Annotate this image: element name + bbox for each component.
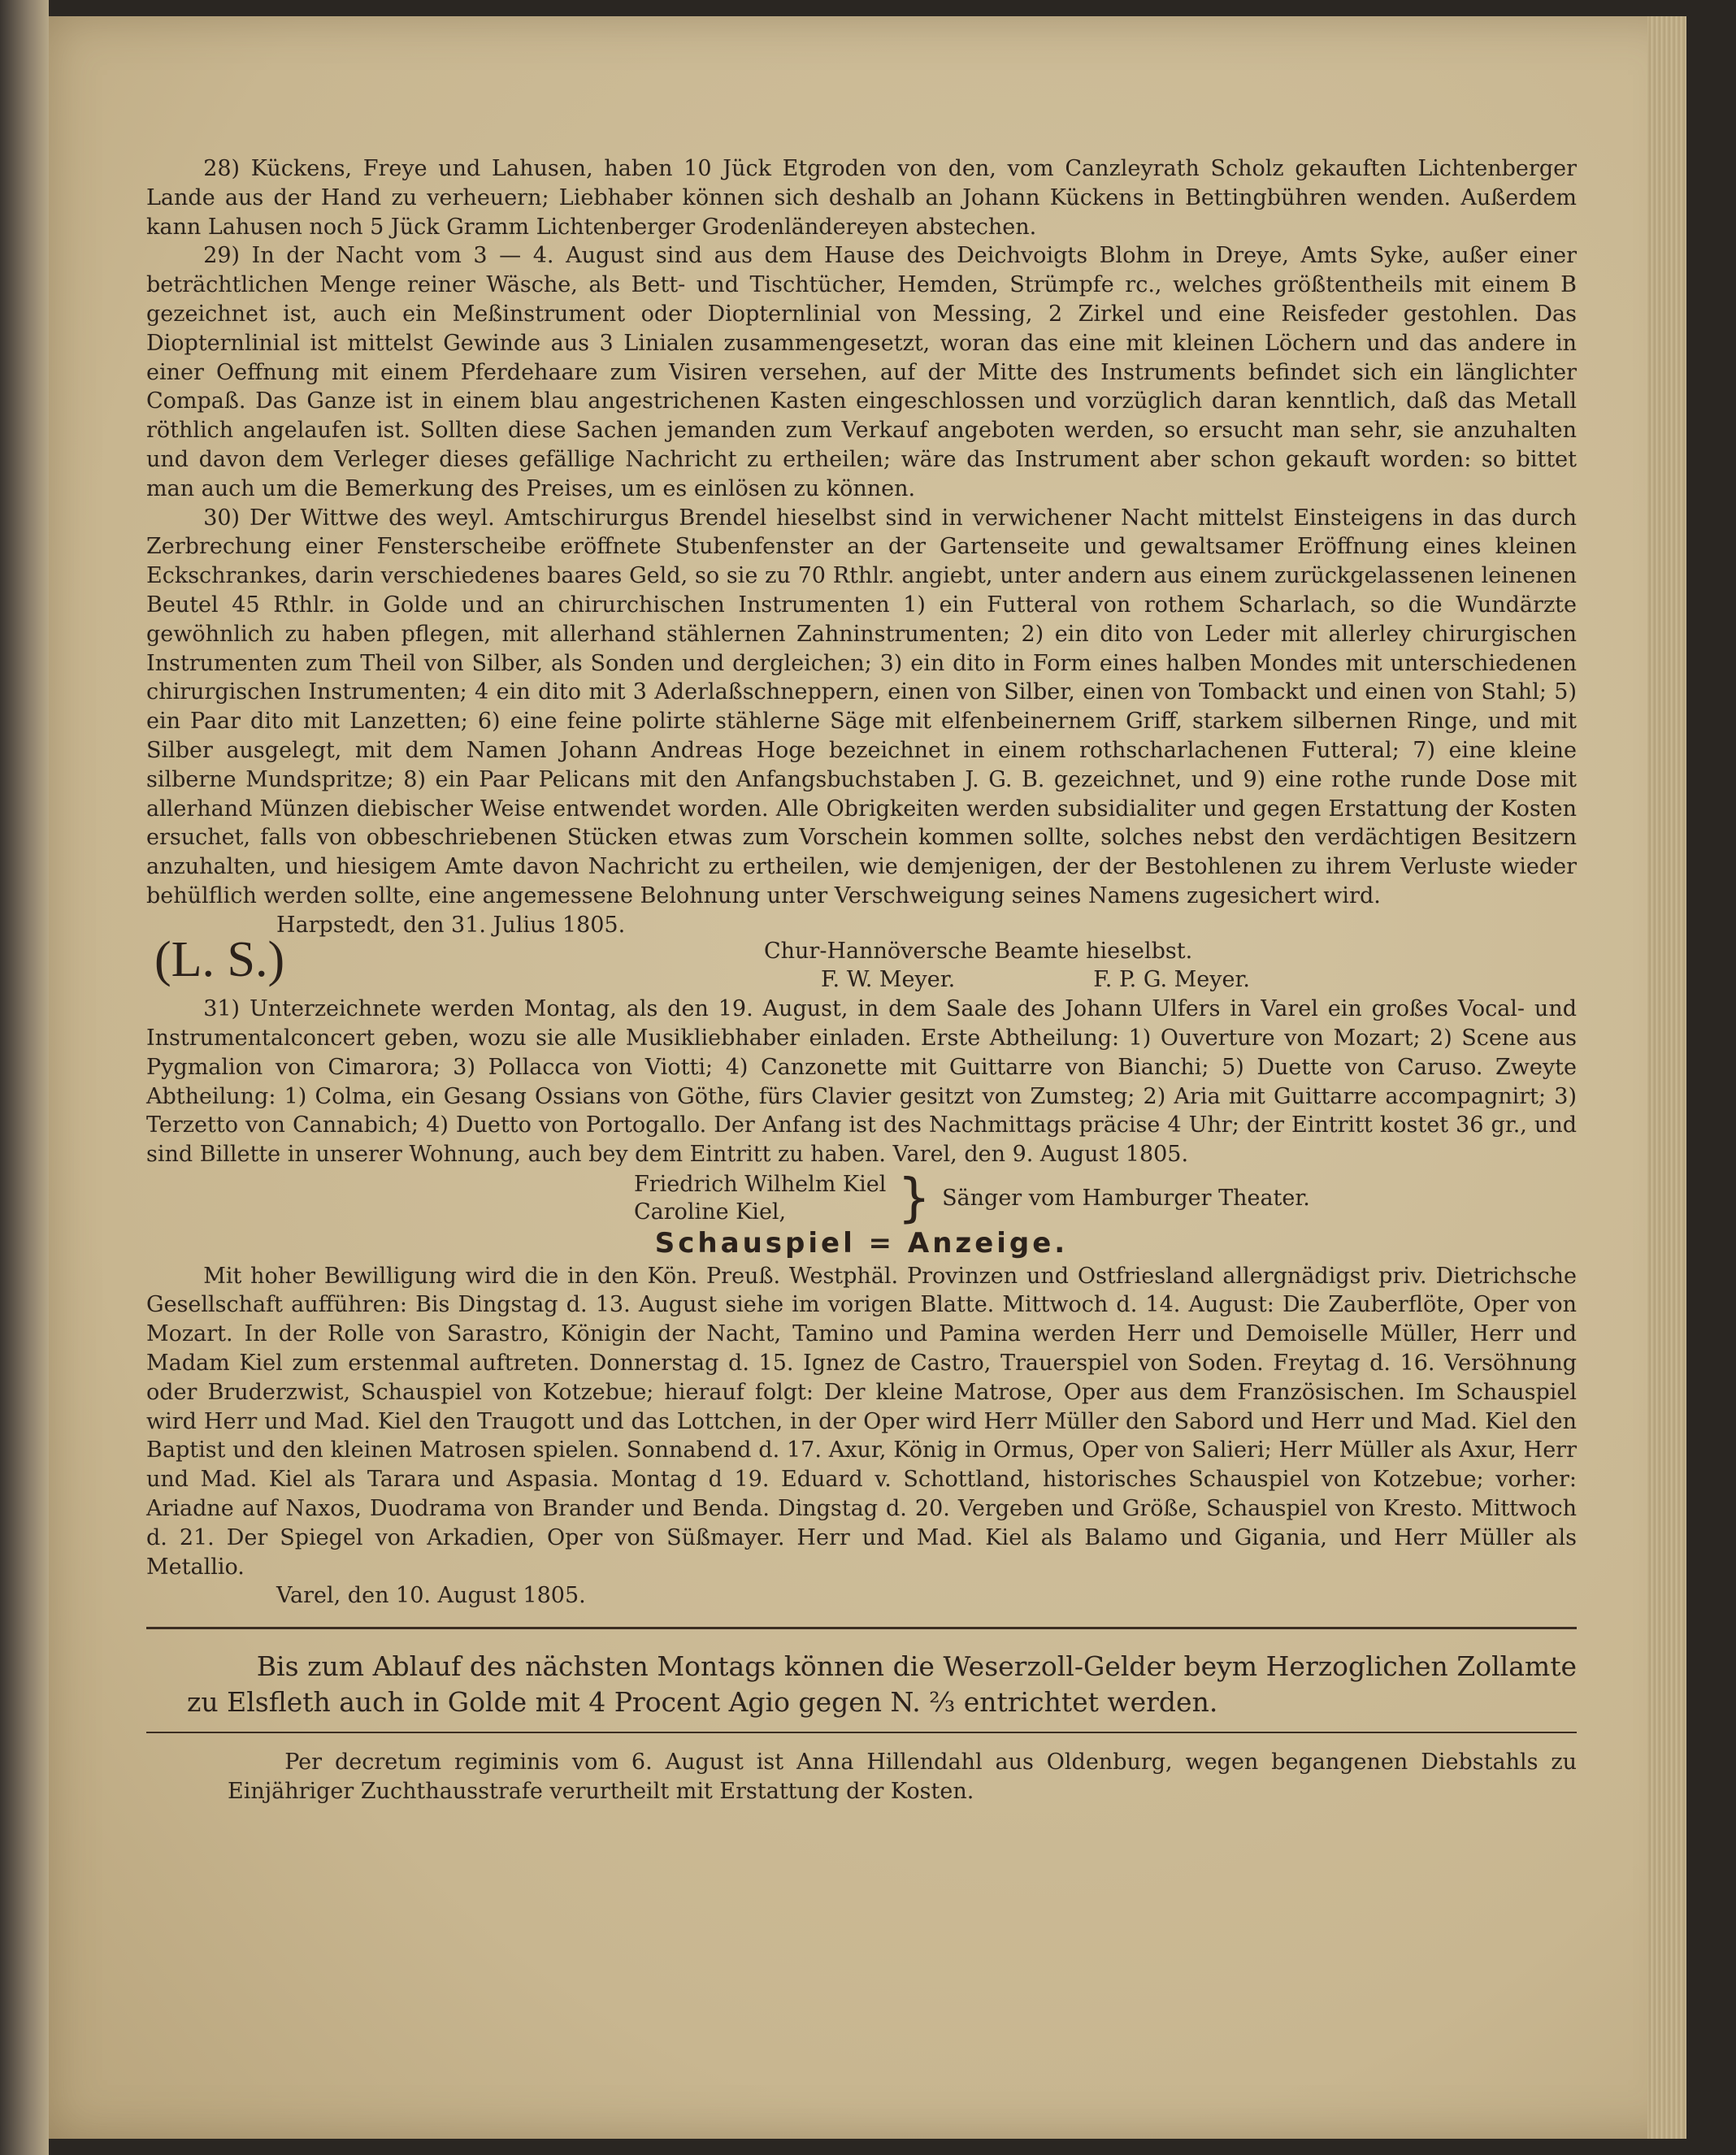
singers-block	[146, 1168, 1577, 1229]
singer-list	[634, 1171, 886, 1226]
singer-1: Friedrich Wilhelm Kiel	[634, 1171, 887, 1197]
place-date-harpstedt: Harpstedt, den 31. Julius 1805.	[276, 912, 626, 938]
schauspiel-heading: Schauspiel = Anzeige.	[654, 1226, 1069, 1260]
singers-role: Sänger vom Hamburger Theater.	[942, 1185, 1310, 1211]
signer-2: F. P. G. Meyer.	[1093, 967, 1250, 993]
authority-line: Chur-Hannöversche Beamte hieselbst.	[764, 938, 1193, 964]
place-date-varel: Varel, den 10. August 1805.	[276, 1583, 586, 1609]
brace-glyph: }	[897, 1168, 931, 1229]
facing-page-edge	[0, 0, 49, 2155]
signer-1: F. W. Meyer.	[821, 967, 956, 993]
page-text	[146, 154, 1577, 1806]
paragraph-30: 30) Der Wittwe des weyl. Amtschirurgus Brendel hieselbst sind in verwichener Nacht mittelst Einsteigens in das durch Zerbrechung einer Fensterscheibe eröffnete Stubenfenster an der Gartenseite und gewaltsamer Eröffnung eines kleinen Eckschrankes, darin verschiedenes baares Geld, so sie zu 70 Rthlr. angiebt, unter andern aus einem zurückgelassenen leinenen Beutel 45 Rthlr. in Golde und an chirurchischen Instrumenten 1) ein Futteral von rothem Scharlach, so die Wundärzte gewöhnlich zu haben pflegen, mit allerhand stählernen Zahninstrumenten; 2) ein dito von Leder mit allerley chirurgischen Instrumenten zum Theil von Silber, als Sonden und dergleichen; 3) ein dito in Form eines halben Mondes mit unterschiedenen chirurgischen Instrumenten; 4 ein dito mit 3 Aderlaßschneppern, einen von Silber, einen von Tombackt und einen von Stahl; 5) ein Paar dito mit Lanzetten; 6) eine feine polirte stählerne Säge mit elfenbeinernem Griff, starkem silbernen Ringe, und mit Silber ausgelegt, mit dem Namen Johann Andreas Hoge bezeichnet in einem rothscharlachenen Futteral; 7) eine kleine silberne Mundspritze; 8) ein Paar Pelicans mit den Anfangsbuchstaben J. G. B. gezeichnet, und 9) eine rothe runde Dose mit allerhand Münzen diebischer Weise entwendet worden. Alle Obrigkeiten werden subsidialiter und gegen Erstattung der Kosten ersuchet, falls von obbeschriebenen Stücken etwas zum Vorschein kommen sollte, solches nebst den verdächtigen Besitzern anzuhalten, und hiesigem Amte davon Nachricht zu ertheilen, wie demjenigen, der der Bestohlenen zu ihrem Verluste wieder behülflich werden sollte, eine angemessene Belohnung unter Verschweigung seines Namens zugesichert wird.	[146, 505, 1577, 908]
divider-rule-thin	[146, 1732, 1577, 1733]
paragraph-schauspiel: Mit hoher Bewilligung wird die in den Kön. Preuß. Westphäl. Provinzen und Ostfriesland allergnädigst priv. Dietrichsche Gesellschaft aufführen: Bis Dingstag d. 13. August siehe im vorigen Blatte. Mittwoch d. 14. August: Die Zauberflöte, Oper von Mozart. In der Rolle von Sarastro, Königin der Nacht, Tamino und Pamina werden Herr und Demoiselle Müller, Herr und Madam Kiel zum erstenmal auftreten. Donnerstag d. 15. Ignez de Castro, Trauerspiel von Soden. Freytag d. 16. Versöhnung oder Bruderzwist, Schauspiel von Kotzebue; hierauf folgt: Der kleine Matrose, Oper aus dem Französischen. Im Schauspiel wird Herr und Mad. Kiel den Traugott und das Lottchen, in der Oper wird Herr Müller den Sabord und Herr und Mad. Kiel den Baptist und den kleinen Matrosen spielen. Sonnabend d. 17. Axur, König in Ormus, Oper von Salieri; Herr Müller als Axur, Herr und Mad. Kiel als Tarara und Aspasia. Montag d 19. Eduard v. Schottland, historisches Schauspiel von Kotzebue; vorher: Ariadne auf Naxos, Duodrama von Brander und Benda. Dingstag d. 20. Vergeben und Größe, Schauspiel von Kresto. Mittwoch d. 21. Der Spiegel von Arkadien, Oper von Süßmayer. Herr und Mad. Kiel als Balamo und Gigania, und Herr Müller als Metallio.	[146, 1263, 1577, 1580]
decree-notice: Per decretum regiminis vom 6. August ist Anna Hillendahl aus Oldenburg, wegen begangenen Diebstahls zu Einjähriger Zuchthausstrafe verurtheilt mit Erstattung der Kosten.	[228, 1750, 1577, 1805]
page-stack-edge	[1647, 16, 1686, 2139]
paragraph-31: 31) Unterzeichnete werden Montag, als den 19. August, in dem Saale des Johann Ulfers in Varel ein großes Vocal- und Instrumentalconcert geben, wozu sie alle Musikliebhaber einladen. Erste Abtheilung: 1) Ouverture von Mozart; 2) Scene aus Pygmalion von Cimarora; 3) Pollacca von Viotti; 4) Canzonette mit Guittarre von Bianchi; 5) Duette von Caruso. Zweyte Abtheilung: 1) Colma, ein Gesang Ossians von Göthe, fürs Clavier gesitzt von Zumsteg; 2) Aria mit Guittarre accompagnirt; 3) Terzetto von Cannabich; 4) Duetto von Portogallo. Der Anfang ist des Nachmittags präcise 4 Uhr; der Eintritt kostet 36 gr., und sind Billette in unserer Wohnung, auch bey dem Eintritt zu haben. Varel, den 9. August 1805.	[146, 996, 1577, 1168]
signer-names	[577, 965, 1577, 995]
newspaper-page	[49, 16, 1686, 2139]
weserzoll-notice: Bis zum Ablauf des nächsten Montags können die Weserzoll-Gelder beym Herzoglichen Zollamte zu Elsfleth auch in Golde mit 4 Procent Agio gegen N. ⅔ entrichtet werden.	[187, 1650, 1577, 1719]
paragraph-28: 28) Kückens, Freye und Lahusen, haben 10 Jück Etgroden von den, vom Canzleyrath Scholz gekauften Lichtenberger Lande aus der Hand zu verheuern; Liebhaber können sich deshalb an Johann Kückens in Bettingbühren wenden. Außerdem kann Lahusen noch 5 Jück Gramm Lichtenberger Grodenländereyen abstechen.	[146, 156, 1577, 240]
signature-block	[146, 931, 1577, 995]
seal-mark: (L. S.)	[154, 931, 285, 987]
paragraph-29: 29) In der Nacht vom 3 — 4. August sind aus dem Hause des Deichvoigts Blohm in Dreye, Amts Syke, außer einer beträchtlichen Menge reiner Wäsche, als Bett- und Tischtücher, Hemden, Strümpfe rc., welches größtentheils mit einem B gezeichnet ist, auch ein Meßinstrument oder Diopternlinial von Messing, 2 Zirkel und eine Reisfeder gestohlen. Das Diopternlinial ist mittelst Gewinde aus 3 Linialen zusammengesetzt, woran das eine mit kleinen Löchern und das andere in einer Oeffnung mit einem Pferdehaare zum Visiren versehen, auf der Mitte des Instruments befindet sich ein länglichter Compaß. Das Ganze ist in einem blau angestrichenen Kasten eingeschlossen und vorzüglich daran kenntlich, daß das Metall röthlich angelaufen ist. Sollten diese Sachen jemanden zum Verkauf angeboten werden, so ersucht man sehr, sie anzuhalten und davon dem Verleger dieses gefällige Nachricht zu ertheilen; wäre das Instrument aber schon gekauft worden: so bittet man auch um die Bemerkung des Preises, um es einlösen zu können.	[146, 243, 1577, 501]
signatories	[577, 937, 1577, 995]
singer-2: Caroline Kiel,	[634, 1199, 787, 1225]
divider-rule	[146, 1627, 1577, 1629]
